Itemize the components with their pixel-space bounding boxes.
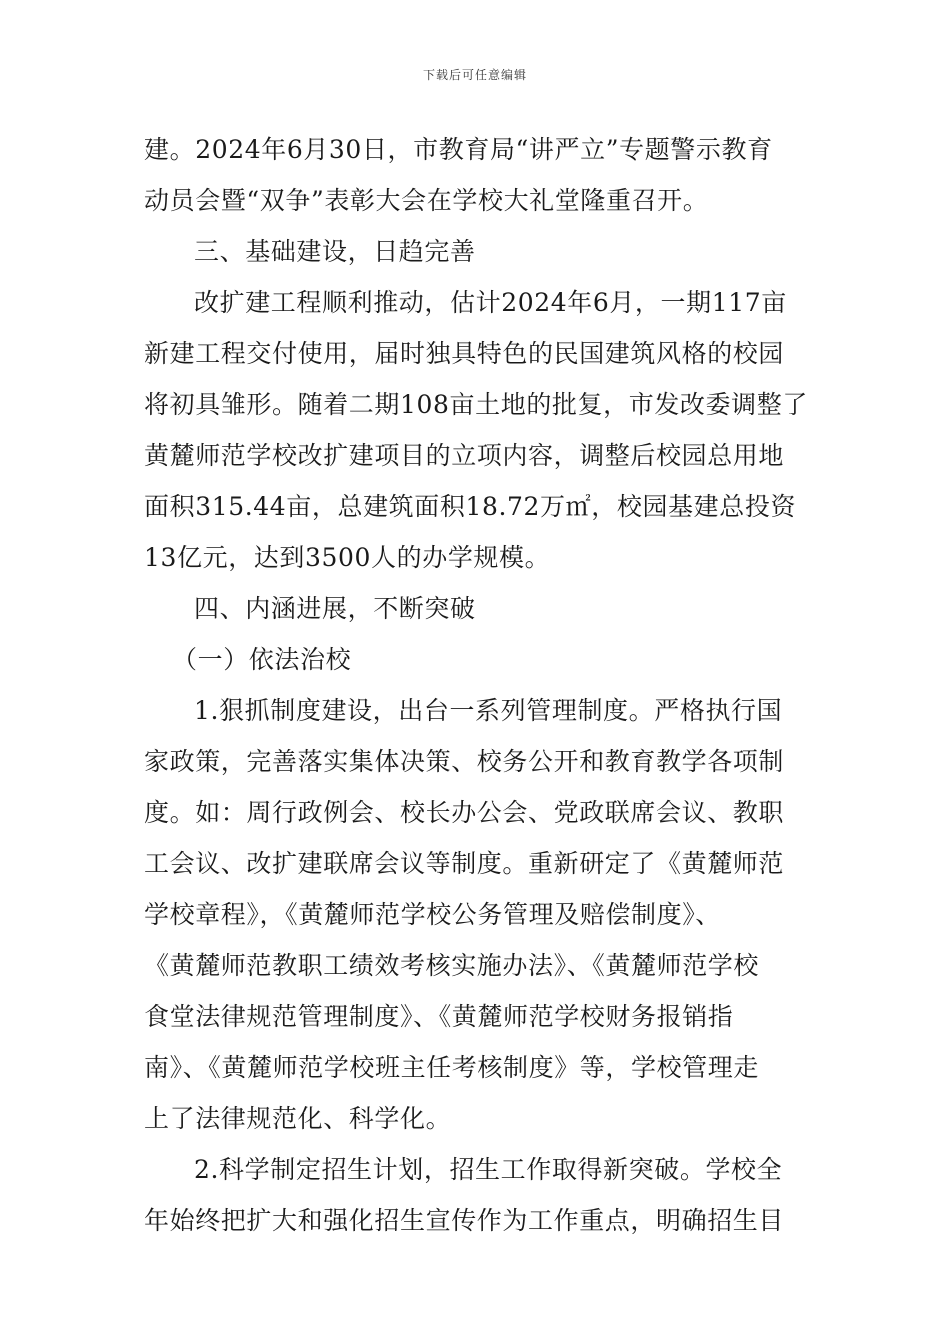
paragraph-line: 13亿元，达到3500人的办学规模。 [144, 543, 551, 572]
paragraph-line: 黄麓师范学校改扩建项目的立项内容，调整后校园总用地 [144, 441, 785, 470]
paragraph-line: 将初具雏形。随着二期108亩土地的批复，市发改委调整了 [144, 390, 808, 419]
paragraph-line: 2.科学制定招生计划，招生工作取得新突破。学校全 [194, 1155, 783, 1184]
paragraph-line: 1.狠抓制度建设，出台一系列管理制度。严格执行国 [194, 696, 783, 725]
paragraph-line: 度。如：周行政例会、校长办公会、党政联席会议、教职 [144, 798, 785, 827]
paragraph-line: 面积315.44亩，总建筑面积18.72万㎡，校园基建总投资 [144, 492, 797, 521]
paragraph-line: 改扩建工程顺利推动，估计2024年6月，一期117亩 [194, 288, 787, 317]
header-note: 下载后可任意编辑 [422, 68, 527, 82]
paragraph-line: 上了法律规范化、科学化。 [144, 1104, 452, 1133]
paragraph-line: 动员会暨“双争”表彰大会在学校大礼堂隆重召开。 [144, 186, 709, 215]
paragraph-line: 家政策，完善落实集体决策、校务公开和教育教学各项制 [144, 747, 785, 776]
paragraph-line: 《黄麓师范教职工绩效考核实施办法》、《黄麓师范学校 [144, 951, 760, 980]
section-heading: 四、内涵进展，不断突破 [194, 594, 476, 623]
paragraph-line: 年始终把扩大和强化招生宣传作为工作重点，明确招生目 [144, 1206, 785, 1235]
paragraph-line: 学校章程》，《黄麓师范学校公务管理及赔偿制度》、 [144, 900, 721, 929]
section-heading: 三、基础建设，日趋完善 [194, 237, 476, 266]
paragraph-line: 新建工程交付使用，届时独具特色的民国建筑风格的校园 [144, 339, 785, 368]
paragraph-line: 南》、《黄麓师范学校班主任考核制度》等，学校管理走 [144, 1053, 760, 1082]
paragraph-line: 建。2024年6月30日，市教育局“讲严立”专题警示教育 [144, 135, 773, 164]
subsection-heading: （一）依法治校 [172, 645, 352, 674]
paragraph-line: 食堂法律规范管理制度》、《黄麓师范学校财务报销指 [144, 1002, 734, 1031]
paragraph-line: 工会议、改扩建联席会议等制度。重新研定了《黄麓师范 [144, 849, 785, 878]
